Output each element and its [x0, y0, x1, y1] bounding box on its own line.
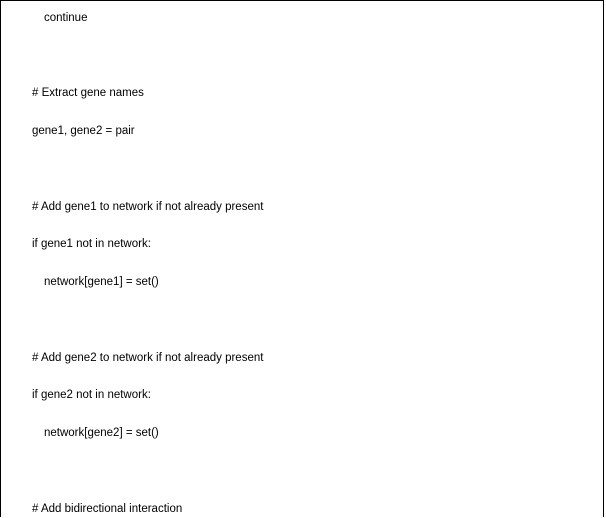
comment-add-gene1: # Add gene1 to network if not already present: [32, 201, 264, 213]
comment-add-bidirectional: # Add bidirectional interaction: [32, 503, 183, 515]
code-line-continue: continue: [44, 12, 88, 24]
comment-add-gene2: # Add gene2 to network if not already present: [32, 352, 264, 364]
code-line-network-gene2: network[gene2] = set(): [44, 427, 159, 439]
code-line-network-gene1: network[gene1] = set(): [44, 276, 159, 288]
comment-extract-gene-names: # Extract gene names: [32, 87, 144, 99]
code-line-if-gene2: if gene2 not in network:: [32, 389, 151, 401]
code-line-unpack-pair: gene1, gene2 = pair: [32, 125, 135, 137]
code-line-if-gene1: if gene1 not in network:: [32, 238, 151, 250]
